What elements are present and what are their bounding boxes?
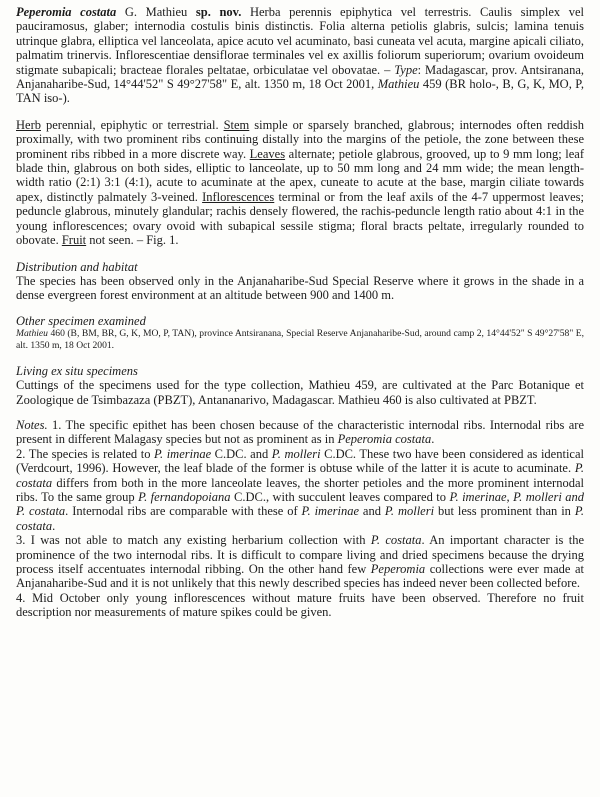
species-ref: P. fernandopoiana (138, 489, 231, 504)
note-2-text: but less prominent than in (434, 504, 575, 519)
note-2-text: differs from both in the more lanceolate leaves, the shorter petioles and the more prominent internodal ribs. To the same group (16, 475, 584, 504)
note-2-text: C.DC. and (211, 446, 272, 461)
note-2-text: C.DC. These two have been considered as identical (Verdcourt, 1996). However, the leaf blade of the former is obtuse while of the latter it is acute to acuminate. (16, 446, 584, 476)
living-heading: Living ex situ specimens (16, 363, 138, 378)
distribution-heading: Distribution and habitat (16, 259, 138, 274)
note-3 (16, 533, 584, 591)
note-1-end: . (431, 432, 435, 447)
inflorescences-text: terminal or from the leaf axils of the 4-7 uppermost leaves; peduncle glabrous, minutely glandular; rachis densely flowered, the rachis-peduncle length ratio about 4:1 in the young inflorescences; ovary ovoid with subapical sessile stigma; floral bracts peltate, irregularly rounded to obovate. (16, 189, 584, 248)
type-label: Type (394, 62, 418, 77)
other-specimen-collector: Mathieu (16, 328, 48, 340)
description (16, 118, 584, 248)
type-tail: 459 (BR holo-, B, G, K, MO, P, TAN iso-). (16, 77, 584, 106)
other-specimen-body: 460 (B, BM, BR, G, K, MO, P, TAN), province Antsiranana, Special Reserve Anjanaharibe-Sud, around camp 2, 14°44'52" S 49°27'58" E, alt. 1350 m, 18 Oct 2001. (16, 328, 584, 351)
species-ref: P. imerinae (154, 446, 212, 461)
living-text: Cuttings of the specimens used for the type collection, Mathieu 459, are cultivated at the Parc Botanique et Zoologique de Tsimbazaza (PBZT), Antananarivo, Madagascar. Mathieu 460 is also cultivated at PBZT. (16, 378, 584, 407)
distribution-section (16, 260, 584, 303)
species-ref: Peperomia (370, 562, 426, 576)
type-text: : Madagascar, prov. Antsiranana, Anjanaharibe-Sud, 14°44'52" S 49°27'58" E, alt. 1350 m, 18 Oct 2001, (16, 62, 584, 92)
species-ref: P. imerinae, P. molleri and P. costata (16, 489, 585, 519)
note-2-text: . Internodal ribs are comparable with these of (65, 504, 302, 519)
stem-text: simple or sparsely branched, glabrous; internodes often reddish proximally, with two prominent ribs continuing distally into the margins of the petiole, the zone between these prominent ribs ribbed in a more discrete way. (16, 117, 584, 161)
note-2 (16, 447, 584, 533)
type-collector: Mathieu (377, 77, 420, 92)
species-ref: P. molleri (271, 446, 321, 461)
note-2-text: . (52, 518, 56, 533)
species-ref: P. costata (16, 504, 584, 533)
other-specimen-section (16, 314, 584, 352)
herb-text: perennial, epiphytic or terrestrial. (41, 117, 224, 132)
distribution-text: The species has been observed only in the Anjanaharibe-Sud Special Reserve where it grows in the shade in a dense evergreen forest environment at an altitude between 900 and 1400 m. (16, 273, 584, 303)
leaves-label: Leaves (249, 146, 286, 161)
species-ref: P. costata (370, 533, 422, 548)
inflorescences-label: Inflorescences (202, 189, 275, 204)
living-section (16, 364, 584, 407)
notes-label: Notes. (16, 417, 48, 432)
note-1-species: Peperomia costata (337, 432, 432, 447)
fruit-text: not seen. – Fig. 1. (86, 233, 179, 248)
diagnosis-text: Herba perennis epiphytica vel terrestris. Caulis simplex vel pauciramosus, glaber; internodia costulis binis distinctis. Folia alterna petiolis glabris, sulcis; lamina tenuis utrinque glabra, elliptica vel lanceolata, apice acuto vel acuminato, basi cuneata vel acuta, margine apicali ciliato, palmatim trinervis. Inflorescentiae densiflorae terminales vel ex axillis foliorum superiorum; ovarium ovoideum stigmate subapicali; bracteae florales peltatae, orbiculatae vel obovatae. – (16, 5, 585, 77)
notes-section (16, 418, 584, 620)
note-2-text: C.DC., with succulent leaves compared to (230, 489, 450, 504)
note-3-text: collections were ever made at Anjanaharibe-Sud and it is not unlikely that this newly described species has indeed never been collected before. (16, 562, 584, 591)
note-1 (16, 418, 584, 447)
stem-label: Stem (223, 117, 250, 132)
note-2-text: and (359, 504, 385, 519)
latin-diagnosis (16, 5, 584, 106)
leaves-text: alternate; petiole glabrous, grooved, up to 9 mm long; leaf blade thin, glabrous on both sides, elliptic to lanceolate, up to 50 mm long and 24 mm wide; the mean length-width ratio (2:1) 3:1 (4:1), acute to acuminate at the apex, cuneate to acute at the base, margin ciliate towards apex, distinctly palmately 3-veined. (16, 146, 584, 204)
species-name: Peperomia costata (16, 5, 117, 19)
species-ref: P. imerinae (301, 504, 360, 519)
herb-label: Herb (16, 117, 41, 132)
fruit-label: Fruit (61, 233, 87, 248)
note-3-text: 3. I was not able to match any existing herbarium collection with (16, 533, 371, 548)
note-1-text: 1. The specific epithet has been chosen because of the characteristic internodal ribs. Internodal ribs are present in different Malagasy species but not as prominent as in (16, 417, 584, 447)
other-specimen-heading: Other specimen examined (16, 313, 146, 328)
status-label: sp. nov. (195, 5, 242, 19)
species-ref: P. costata (16, 461, 584, 490)
other-specimen-text (16, 328, 584, 352)
species-author: G. Mathieu (124, 5, 188, 19)
note-4: 4. Mid October only young inflorescences without mature fruits have been observed. Therefore no fruit description nor measurements of mature spikes could be given. (16, 590, 584, 620)
note-3-text: . An important character is the prominence of the two internodal ribs. It is difficult to compare living and dried specimens because the drying process itself accentuates internodal ribbing. On the other hand few (16, 533, 584, 576)
species-ref: P. molleri (384, 504, 435, 519)
note-2-text: 2. The species is related to (16, 446, 154, 461)
